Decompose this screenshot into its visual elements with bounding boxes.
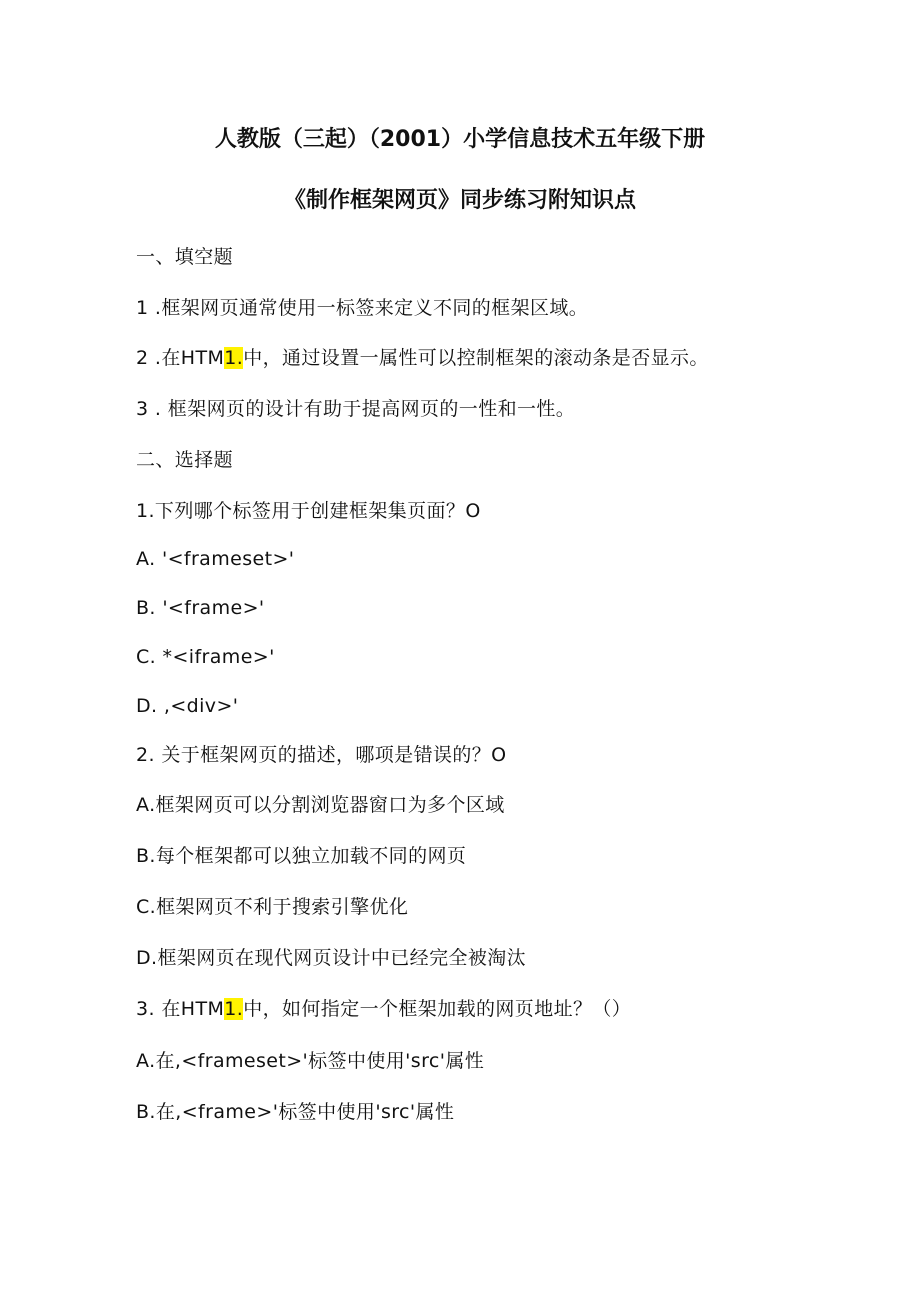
fill-question-3: 3 . 框架网页的设计有助于提高网页的一性和一性。 [136,398,576,420]
highlighted-text: 1. [224,998,244,1020]
highlighted-text: 1. [224,347,244,369]
choice-question-2-option-c: C.框架网页不利于搜索引擎优化 [136,896,409,918]
fill-question-2 [136,344,709,372]
fill-question-2-post: 中，通过设置一属性可以控制框架的滚动条是否显示。 [243,347,709,369]
choice-question-3-stem [136,995,631,1023]
choice-question-1-option-d: D. ,<div>' [136,695,239,717]
fill-question-1: 1 .框架网页通常使用一标签来定义不同的框架区域。 [136,297,589,319]
fill-question-2-pre: 2 .在HTM [136,347,225,369]
section-heading-choice: 二、选择题 [136,449,234,471]
choice-question-3-stem-pre: 3. 在HTM [136,998,225,1020]
section-heading-fill-in: 一、填空题 [136,246,234,268]
choice-question-1-option-c: C. *<iframe>' [136,646,275,668]
choice-question-1-option-b: B. '<frame>' [136,597,265,619]
choice-question-2-stem: 2. 关于框架网页的描述，哪项是错误的？O [136,744,507,766]
choice-question-3-option-b: B.在,<frame>'标签中使用'src'属性 [136,1101,455,1123]
choice-question-1-option-a: A. '<frameset>' [136,548,295,570]
choice-question-3-option-a: A.在,<frameset>'标签中使用'src'属性 [136,1050,485,1072]
choice-question-3-stem-post: 中，如何指定一个框架加载的网页地址？（） [243,998,632,1020]
choice-question-2-option-d: D.框架网页在现代网页设计中已经完全被淘汰 [136,947,527,969]
document-subtitle: 《制作框架网页》同步练习附知识点 [283,188,636,213]
choice-question-1-stem: 1.下列哪个标签用于创建框架集页面？O [136,500,481,522]
document-title: 人教版（三起）（2001）小学信息技术五年级下册 [214,127,706,152]
choice-question-2-option-b: B.每个框架都可以独立加载不同的网页 [136,845,467,867]
choice-question-2-option-a: A.框架网页可以分割浏览器窗口为多个区域 [136,794,505,816]
